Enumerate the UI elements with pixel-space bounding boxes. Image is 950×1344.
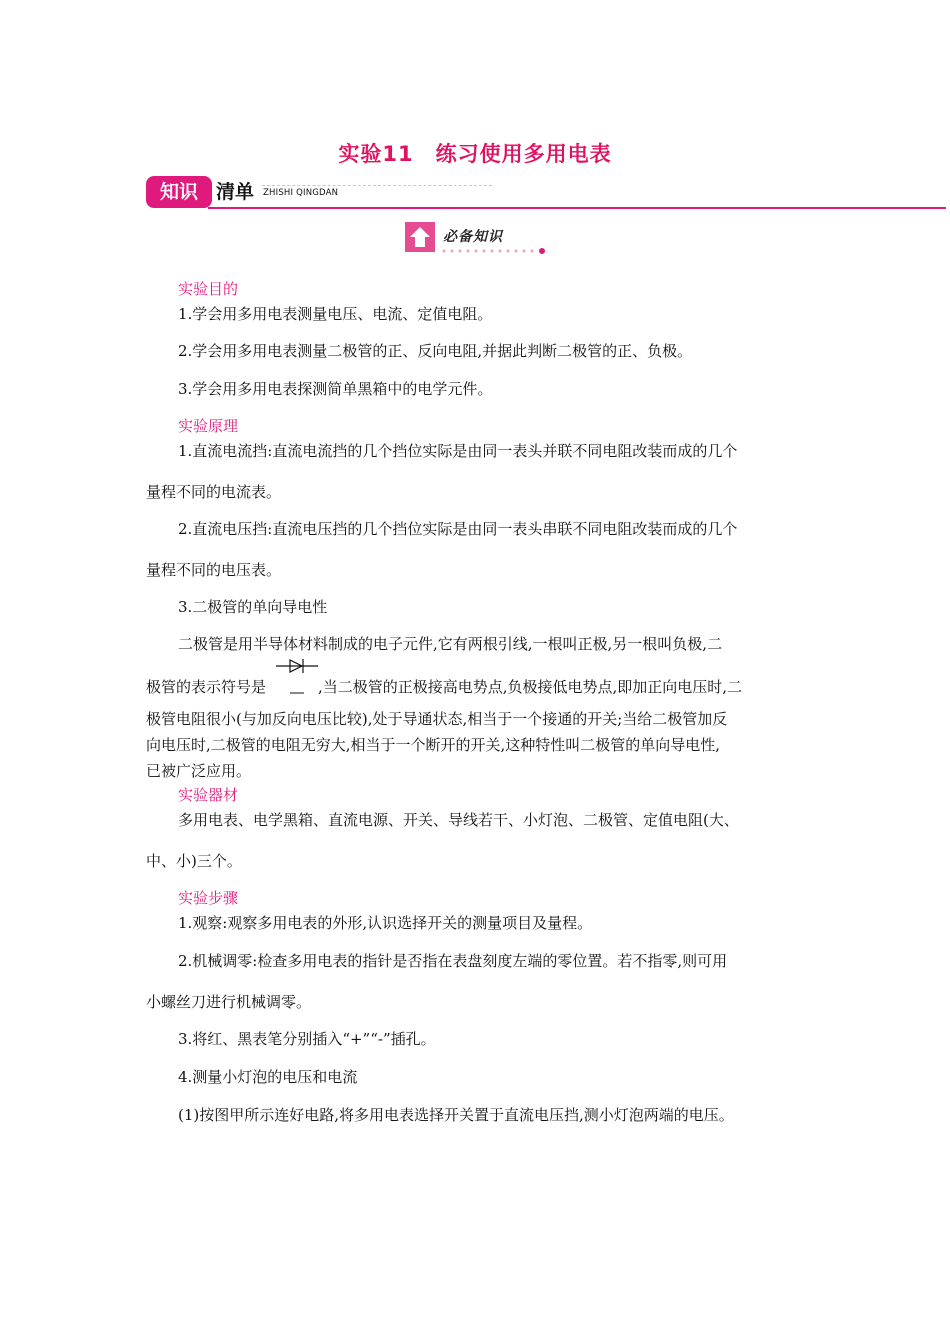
diode-paragraph-line: 已被广泛应用。 — [146, 762, 252, 780]
subheader-dots — [441, 248, 547, 254]
principle-line: 1.直流电流挡:直流电流挡的几个挡位实际是由同一表头并联不同电阻改装而成的几个 — [178, 442, 738, 460]
diode-paragraph-line: ,当二极管的正极接高电势点,负极接低电势点,即加正向电压时,二 — [318, 678, 743, 696]
principle-line: 量程不同的电流表。 — [146, 483, 282, 501]
steps-line: (1)按图甲所示连好电路,将多用电表选择开关置于直流电压挡,测小灯泡两端的电压。 — [178, 1106, 734, 1124]
steps-line: 1.观察:观察多用电表的外形,认识选择开关的测量项目及量程。 — [178, 914, 593, 932]
steps-line: 2.机械调零:检查多用电表的指针是否指在表盘刻度左端的零位置。若不指零,则可用 — [178, 952, 728, 970]
heading-equipment: 实验器材 — [178, 786, 239, 804]
banner-label-right: 清单 — [216, 181, 255, 203]
diode-symbol-icon — [276, 656, 318, 696]
diode-paragraph-line: 极管的表示符号是 — [146, 678, 267, 696]
equipment-line: 中、小)三个。 — [146, 852, 242, 870]
steps-line: 3.将红、黑表笔分别插入“+”“-”插孔。 — [178, 1030, 436, 1048]
equipment-line: 多用电表、电学黑箱、直流电源、开关、导线若干、小灯泡、二极管、定值电阻(大、 — [178, 811, 739, 829]
banner-pinyin: ZHISHI QINGDAN — [263, 188, 339, 198]
steps-line: 4.测量小灯泡的电压和电流 — [178, 1068, 358, 1086]
purpose-line: 2.学会用多用电表测量二极管的正、反向电阻,并据此判断二极管的正、负极。 — [178, 342, 693, 360]
banner-dashed-rule — [262, 185, 492, 186]
steps-line: 小螺丝刀进行机械调零。 — [146, 993, 312, 1011]
diode-paragraph-line: 向电压时,二极管的电阻无穷大,相当于一个断开的开关,这种特性叫二极管的单向导电性, — [146, 736, 721, 754]
banner-underline — [208, 207, 946, 209]
purpose-line: 1.学会用多用电表测量电压、电流、定值电阻。 — [178, 305, 493, 323]
principle-line: 量程不同的电压表。 — [146, 561, 282, 579]
diode-paragraph-line: 极管电阻很小(与加反向电压比较),处于导通状态,相当于一个接通的开关;当给二极管加反 — [146, 710, 728, 728]
principle-line: 3.二极管的单向导电性 — [178, 598, 328, 616]
heading-principle: 实验原理 — [178, 417, 239, 435]
heading-purpose: 实验目的 — [178, 280, 239, 298]
heading-steps: 实验步骤 — [178, 889, 239, 907]
purpose-line: 3.学会用多用电表探测简单黑箱中的电学元件。 — [178, 380, 493, 398]
up-arrow-icon — [405, 222, 435, 252]
page-title: 实验11 练习使用多用电表 — [338, 142, 612, 166]
principle-line: 2.直流电压挡:直流电压挡的几个挡位实际是由同一表头串联不同电阻改装而成的几个 — [178, 520, 738, 538]
subheader-label: 必备知识 — [443, 229, 503, 245]
banner-label-left: 知识 — [146, 176, 212, 208]
section-banner — [146, 176, 946, 210]
subheader — [405, 222, 565, 256]
diode-paragraph-line: 二极管是用半导体材料制成的电子元件,它有两根引线,一根叫正极,另一根叫负极,二 — [178, 635, 723, 653]
